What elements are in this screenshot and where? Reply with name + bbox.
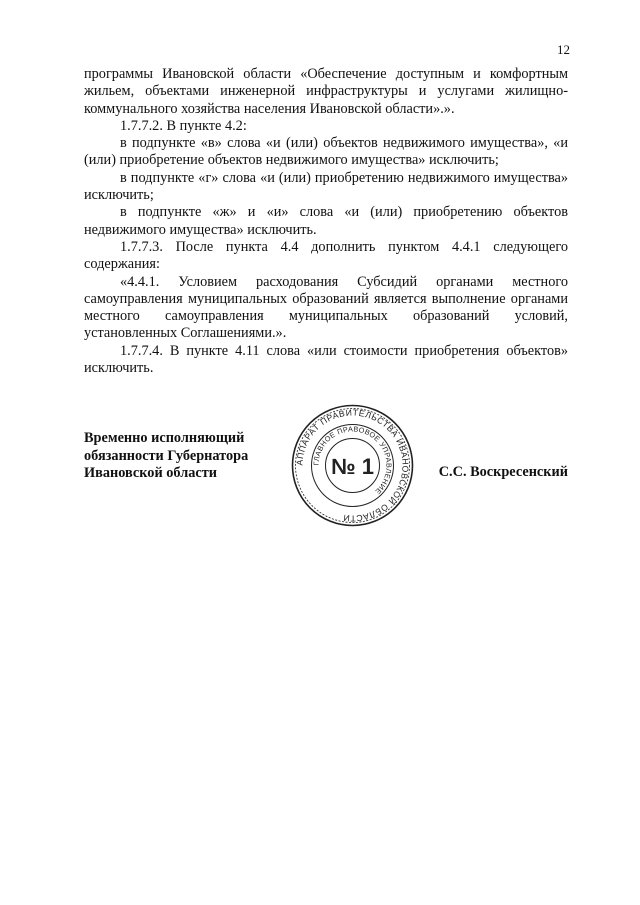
signer-name: С.С. Воскресенский (438, 464, 568, 480)
page-number: 12 (557, 42, 570, 57)
signature-line: Ивановской области (84, 465, 217, 481)
paragraph: в подпункте «г» слова «и (или) приобретению недвижимого имущества» исключить; (84, 169, 568, 204)
paragraph: 1.7.7.2. В пункте 4.2: (120, 117, 247, 134)
stamp-center-number: № 1 (331, 454, 374, 479)
paragraph: «4.4.1. Условием расходования Субсидий органами местного самоуправления муниципальных образований является выполнение органами местного самоуправления муниципальных образований условий, установленных Соглашениями.». (84, 273, 568, 342)
paragraph: в подпункте «в» слова «и (или) объектов недвижимого имущества», «и (или) приобретение объектов недвижимого имущества» исключить; (84, 135, 568, 169)
signature-line: обязанности Губернатора (84, 447, 249, 464)
signature-line: Временно исполняющий (84, 430, 245, 446)
signature-position (84, 430, 248, 483)
paragraph: программы Ивановской области «Обеспечение доступным и комфортным жильем, объектами инженерной инфраструктуры и услугами жилищно-коммунального хозяйства населения Ивановской области».». (84, 66, 568, 117)
stamp-inner-text: ГЛАВНОЕ ПРАВОВОЕ УПРАВЛЕНИЕ (311, 424, 394, 497)
document-body (84, 66, 568, 377)
paragraph: в подпункте «ж» и «и» слова «и (или) приобретению объектов недвижимого имущества» исключить. (84, 204, 568, 238)
paragraph: 1.7.7.3. После пункта 4.4 дополнить пунктом 4.4.1 следующего содержания: (84, 238, 568, 273)
official-stamp (290, 403, 415, 528)
stamp-outer-text: АППАРАТ ПРАВИТЕЛЬСТВА ИВАНОВСКОЙ ОБЛАСТИ (294, 407, 411, 524)
paragraph: 1.7.7.4. В пункте 4.11 слова «или стоимости приобретения объектов» исключить. (84, 342, 568, 377)
